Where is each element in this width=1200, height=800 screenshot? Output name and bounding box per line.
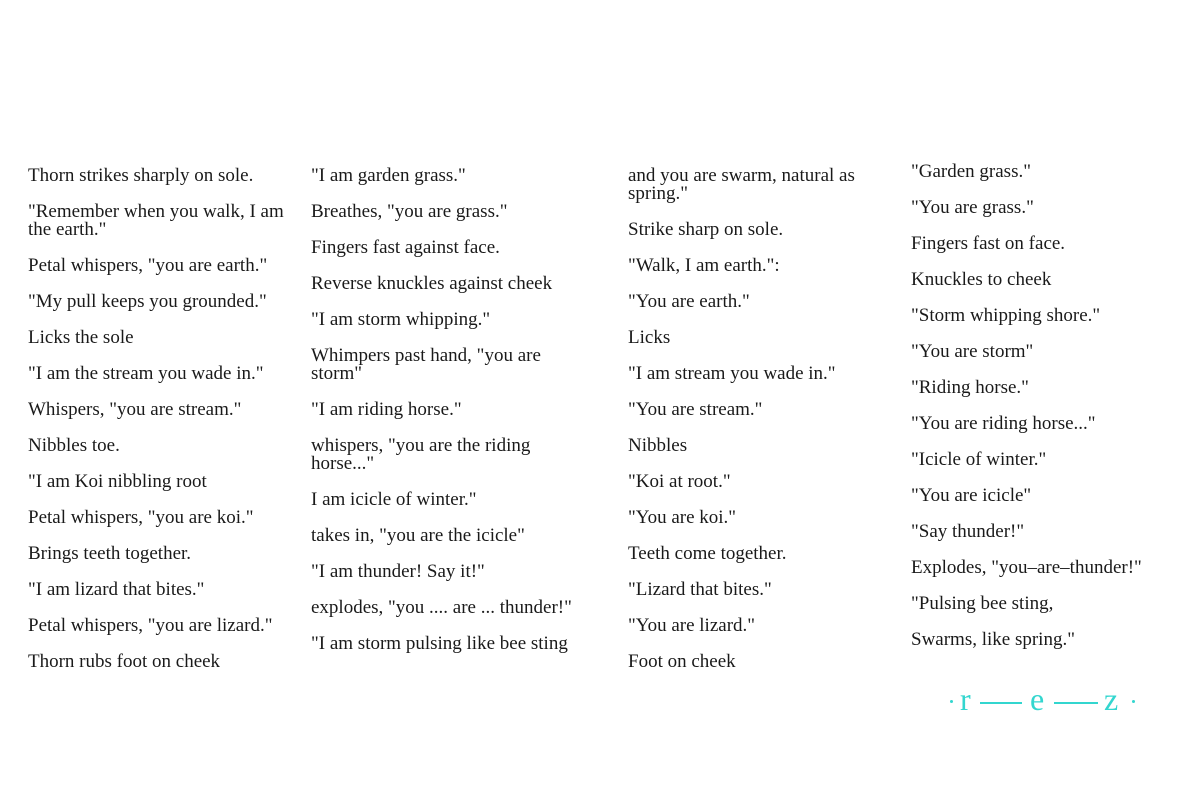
poem-line: "Say thunder!" [911, 521, 1025, 542]
poem-line: Explodes, "you–are–thunder!" [911, 557, 1142, 578]
poem-line: Thorn strikes sharply on sole. [28, 165, 254, 186]
poem-line: "I am storm pulsing like bee sting [311, 633, 568, 654]
poem-line: "Icicle of winter." [911, 449, 1047, 470]
poem-line: Nibbles [628, 435, 688, 456]
poem-line: Fingers fast against face. [311, 237, 500, 258]
poem-line: "You are lizard." [628, 615, 756, 636]
poem-line: Whimpers past hand, "you are storm" [311, 345, 541, 384]
poem-line: I am icicle of winter." [311, 489, 477, 510]
poem-column-4 [911, 163, 1181, 667]
poem-column-3 [628, 167, 883, 689]
poem-line: "My pull keeps you grounded." [28, 291, 267, 312]
poem-line: "I am garden grass." [311, 165, 466, 186]
poem-line: "You are riding horse..." [911, 413, 1096, 434]
poem-line: "I am lizard that bites." [28, 579, 205, 600]
poem-line: Swarms, like spring." [911, 629, 1075, 650]
signature-dot [950, 700, 953, 703]
poem-line: "You are grass." [911, 197, 1034, 218]
signature-dash [980, 702, 1022, 704]
poem-column-1 [28, 167, 298, 689]
poem-line: Brings teeth together. [28, 543, 192, 564]
poem-line: "Garden grass." [911, 161, 1031, 182]
poem-line: Knuckles to cheek [911, 269, 1052, 290]
poem-line: Breathes, "you are grass." [311, 201, 508, 222]
poem-line: "Koi at root." [628, 471, 731, 492]
poem-line: "You are koi." [628, 507, 737, 528]
signature-letter-z: z [1104, 681, 1119, 717]
poem-line: "I am riding horse." [311, 399, 462, 420]
signature-dot [1132, 700, 1135, 703]
poem-line: Petal whispers, "you are earth." [28, 255, 268, 276]
poem-line: and you are swarm, natural as spring." [628, 165, 855, 204]
poem-line: "Remember when you walk, I am the earth." [28, 201, 284, 240]
poem-line: Licks the sole [28, 327, 134, 348]
poem-line: Petal whispers, "you are lizard." [28, 615, 273, 636]
poem-line: Teeth come together. [628, 543, 787, 564]
signature-letter-r: r [960, 681, 971, 717]
signature-logo [946, 683, 1146, 719]
poem-line: "You are storm" [911, 341, 1034, 362]
poem-line: "Lizard that bites." [628, 579, 772, 600]
poem-line: "I am thunder! Say it!" [311, 561, 485, 582]
poem-line: "Walk, I am earth.": [628, 255, 780, 276]
poem-line: "You are icicle" [911, 485, 1032, 506]
poem-line: "I am storm whipping." [311, 309, 491, 330]
poem-line: "I am stream you wade in." [628, 363, 836, 384]
poem-line: Licks [628, 327, 671, 348]
poem-line: whispers, "you are the riding horse..." [311, 435, 531, 474]
poem-line: "You are earth." [628, 291, 750, 312]
poem-line: Reverse knuckles against cheek [311, 273, 553, 294]
poem-line: Whispers, "you are stream." [28, 399, 242, 420]
poem-line: "I am the stream you wade in." [28, 363, 264, 384]
poem-line: "You are stream." [628, 399, 763, 420]
poem-line: takes in, "you are the icicle" [311, 525, 525, 546]
poem-line: "Storm whipping shore." [911, 305, 1101, 326]
poem-line: Petal whispers, "you are koi." [28, 507, 254, 528]
signature-dash [1054, 702, 1098, 704]
poem-line: "I am Koi nibbling root [28, 471, 207, 492]
poem-line: explodes, "you .... are ... thunder!" [311, 597, 572, 618]
poem-line: Thorn rubs foot on cheek [28, 651, 221, 672]
poem-line: Strike sharp on sole. [628, 219, 784, 240]
poem-line: Foot on cheek [628, 651, 736, 672]
poem-column-2 [311, 167, 576, 671]
poem-line: Nibbles toe. [28, 435, 120, 456]
poem-line: "Pulsing bee sting, [911, 593, 1054, 614]
signature-letter-e: e [1030, 681, 1045, 717]
poem-line: "Riding horse." [911, 377, 1029, 398]
poem-line: Fingers fast on face. [911, 233, 1066, 254]
